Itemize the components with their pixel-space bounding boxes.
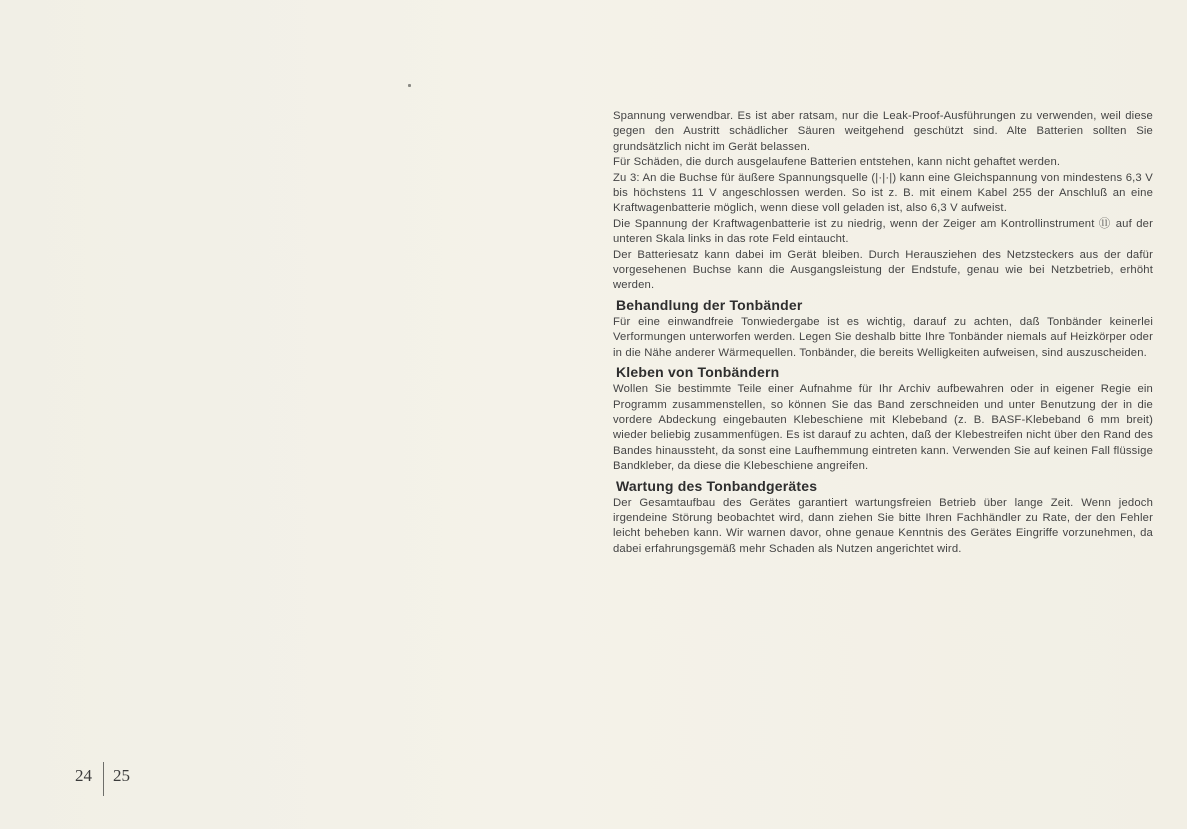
page-number-right: 25 (113, 766, 130, 785)
section-heading-maintenance: Wartung des Tonbandgerätes (616, 477, 818, 494)
paper-speck (408, 84, 411, 87)
section-heading-tape-splicing: Kleben von Tonbändern (616, 364, 780, 381)
intro-paragraph-1: Spannung verwendbar. Es ist aber ratsam, nur die Leak-Proof-Ausführungen zu verwenden, weil diese gegen den Austritt schädlicher Säuren weitgehend geschützt sind. Alte Batterien sollten Sie grundsätzlich nicht im Gerät belassen. (613, 110, 1153, 153)
intro-paragraph-5: Der Batteriesatz kann dabei im Gerät bleiben. Durch Herausziehen des Netzsteckers aus der dafür vorgesehenen Buchse kann die Ausgangsleistung der Endstufe, genau wie bei Netzbetrieb, erhöht werden. (613, 248, 1153, 292)
section-heading-tape-handling: Behandlung der Tonbänder (616, 296, 803, 313)
page-number-divider (103, 762, 104, 796)
intro-paragraph-4: Die Spannung der Kraftwagenbatterie ist zu niedrig, wenn der Zeiger am Kontrollinstrument ⑪ auf der unteren Skala links in das rote Feld eintaucht. (613, 217, 1153, 246)
section-body-tape-handling: Für eine einwandfreie Tonwiedergabe ist es wichtig, darauf zu achten, daß Tonbänder keinerlei Verformungen unterworfen werden. Legen Sie deshalb bitte Ihre Tonbänder niemals auf Heizkörper oder in die Nähe anderer Wärmequellen. Tonbänder, die bereits Welligkeiten aufweisen, sind auszuscheiden. (613, 315, 1153, 359)
page-number-left: 24 (75, 766, 92, 785)
intro-paragraph-2: Für Schäden, die durch ausgelaufene Batterien entstehen, kann nicht gehaftet werden. (613, 156, 1061, 169)
section-body-tape-splicing: Wollen Sie bestimmte Teile einer Aufnahme für Ihr Archiv aufbewahren oder in eigener Regie ein Programm zusammenstellen, so können Sie das Band zerschneiden und unter Benutzung der in die vordere Abdeckung eingebauten Klebeschiene mit Klebeband (z. B. BASF-Klebeband 6 mm breit) wieder beliebig zusammenfügen. Es ist darauf zu achten, daß der Klebestreifen nicht über den Rand des Bandes hinaussteht, da sonst eine Laufhemmung eintreten kann. Verwenden Sie auf keinen Fall flüssige Bandkleber, da diese die Klebeschiene angreifen. (613, 383, 1153, 473)
intro-paragraph-3: Zu 3: An die Buchse für äußere Spannungsquelle (|·|·|) kann eine Gleichspannung von mindestens 6,3 V bis höchstens 11 V angeschlossen werden. So ist z. B. mit einem Kabel 255 der Anschluß an eine Kraftwagenbatterie möglich, wenn diese voll geladen ist, also 6,3 V aufweist. (613, 171, 1153, 215)
section-body-maintenance: Der Gesamtaufbau des Gerätes garantiert wartungsfreien Betrieb über lange Zeit. Wenn jedoch irgendeine Störung beobachtet wird, dann ziehen Sie bitte Ihren Fachhändler zu Rate, der den Fehler leicht beheben kann. Wir warnen davor, ohne genaue Kenntnis des Gerätes Eingriffe vorzunehmen, da dabei erfahrungsgemäß mehr Schaden als Nutzen angerichtet wird. (613, 496, 1153, 555)
right-page-text (613, 109, 1153, 557)
page-numbers (75, 762, 155, 798)
